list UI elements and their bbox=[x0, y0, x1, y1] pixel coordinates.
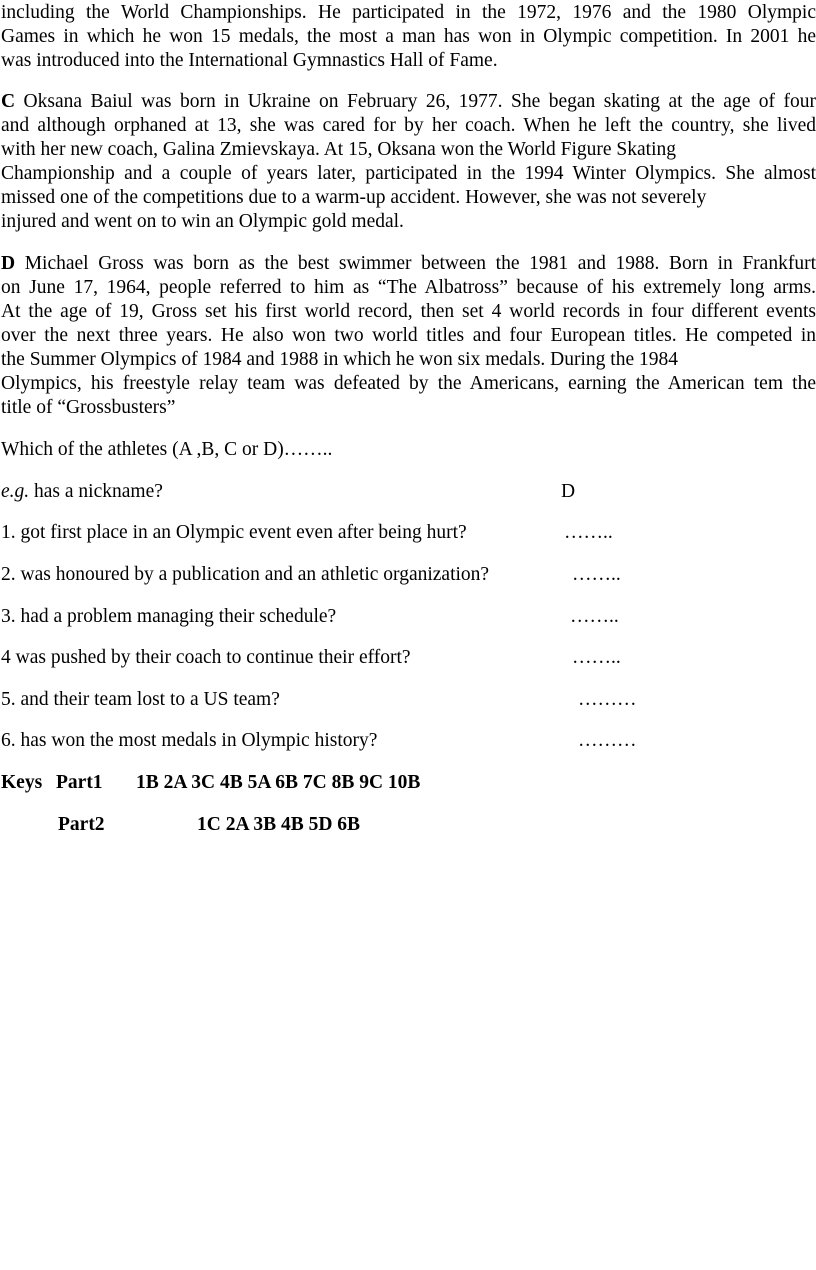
example-text: has a nickname? bbox=[29, 481, 163, 502]
passage-first-line bbox=[1, 252, 816, 276]
passage-label: C bbox=[1, 91, 16, 112]
question-3: 3. had a problem managing their schedule? bbox=[1, 606, 337, 627]
passage-text: Oksana Baiul was born in Ukraine on February 26, 1977. She began skating at the age of four bbox=[15, 91, 816, 112]
passage-line: injured and went on to win an Olympic gold medal. bbox=[1, 211, 404, 232]
passage-d bbox=[1, 252, 816, 420]
instructions: Which of the athletes (A ,B, C or D)…….. bbox=[1, 439, 333, 460]
keys-part2-answers: 1C 2A 3B 4B 5D 6B bbox=[197, 814, 361, 835]
passage-line: the Summer Olympics of 1984 and 1988 in which he won six medals. During the 1984 bbox=[1, 349, 678, 370]
passage-line: and although orphaned at 13, she was cared for by her coach. When he left the country, she lived bbox=[1, 115, 816, 136]
passage-line: Games in which he won 15 medals, the most a man has won in Olympic competition. In 2001 he bbox=[1, 26, 816, 47]
answer-blank-4: …….. bbox=[572, 647, 621, 668]
answer-blank-5: ……… bbox=[578, 689, 637, 710]
keys-part1-label: Part1 bbox=[56, 772, 103, 793]
passage-label: D bbox=[1, 253, 16, 274]
passage-line: Olympics, his freestyle relay team was defeated by the Americans, earning the American tem the bbox=[1, 373, 816, 394]
passage-line: missed one of the competitions due to a warm-up accident. However, she was not severely bbox=[1, 187, 707, 208]
passage-line: Championship and a couple of years later, participated in the 1994 Winter Olympics. She almost bbox=[1, 163, 816, 184]
example-answer: D bbox=[561, 481, 576, 502]
passage-first-line bbox=[1, 90, 816, 114]
passage-line: title of “Grossbusters” bbox=[1, 397, 176, 418]
question-6: 6. has won the most medals in Olympic history? bbox=[1, 730, 378, 751]
answer-blank-3: …….. bbox=[570, 606, 619, 627]
question-1: 1. got first place in an Olympic event even after being hurt? bbox=[1, 522, 467, 543]
passage-line: including the World Championships. He participated in the 1972, 1976 and the 1980 Olympic bbox=[1, 2, 816, 23]
answer-blank-6: ……… bbox=[578, 730, 637, 751]
passage-c bbox=[1, 90, 816, 234]
question-2: 2. was honoured by a publication and an athletic organization? bbox=[1, 564, 490, 585]
question-4: 4 was pushed by their coach to continue their effort? bbox=[1, 647, 411, 668]
passage-line: was introduced into the International Gymnastics Hall of Fame. bbox=[1, 50, 498, 71]
answer-blank-2: …….. bbox=[572, 564, 621, 585]
keys-part2-label: Part2 bbox=[58, 814, 105, 835]
question-5: 5. and their team lost to a US team? bbox=[1, 689, 280, 710]
passage-b-continuation bbox=[1, 1, 816, 73]
passage-line: on June 17, 1964, people referred to him as “The Albatross” because of his extremely long arms. bbox=[1, 277, 816, 298]
passage-line: with her new coach, Galina Zmievskaya. At 15, Oksana won the World Figure Skating bbox=[1, 139, 677, 160]
passage-line: At the age of 19, Gross set his first world record, then set 4 world records in four different events bbox=[1, 301, 816, 322]
keys-title: Keys bbox=[1, 772, 43, 793]
example-prefix: e.g. bbox=[1, 481, 30, 502]
passage-line: over the next three years. He also won two world titles and four European titles. He competed in bbox=[1, 325, 816, 346]
keys-part1-answers: 1B 2A 3C 4B 5A 6B 7C 8B 9C 10B bbox=[136, 772, 421, 793]
example-question bbox=[1, 480, 163, 504]
answer-blank-1: …….. bbox=[564, 522, 613, 543]
passage-text: Michael Gross was born as the best swimmer between the 1981 and 1988. Born in Frankfurt bbox=[15, 253, 816, 274]
